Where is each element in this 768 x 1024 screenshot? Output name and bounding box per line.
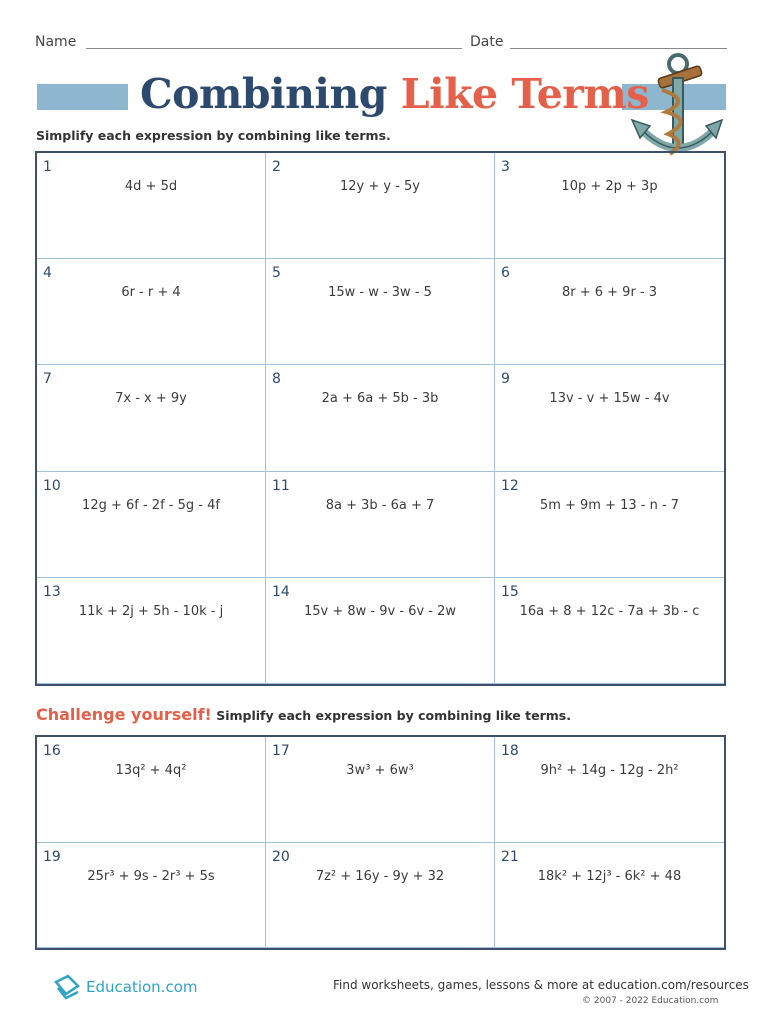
problem-cell[interactable] (37, 153, 266, 259)
problem-cell[interactable] (495, 259, 724, 365)
problem-expression: 13q² + 4q² (115, 763, 187, 778)
problem-expression: 8r + 6 + 9r - 3 (561, 285, 658, 301)
problem-cell[interactable] (266, 259, 495, 365)
problem-number: 1 (43, 159, 52, 175)
instructions: Simplify each expression by combining like terms. (36, 128, 391, 143)
logo-text: Education.com (86, 978, 198, 996)
problem-expression: 8a + 3b - 6a + 7 (325, 497, 435, 513)
problem-expression: 11k + 2j + 5h - 10k - j (78, 603, 224, 619)
problem-cell[interactable] (266, 843, 495, 949)
title-part-1: Combining (140, 70, 387, 118)
problem-number: 14 (272, 583, 290, 600)
education-logo[interactable] (52, 972, 197, 1002)
problem-number: 17 (272, 743, 290, 759)
name-line[interactable] (86, 48, 462, 49)
problem-number: 8 (272, 371, 281, 388)
problem-cell[interactable] (266, 737, 495, 843)
problem-expression: 9h² + 14g - 12g - 2h² (540, 763, 679, 778)
problem-number: 19 (43, 848, 61, 865)
problem-number: 2 (272, 159, 281, 175)
title-bar-left (37, 84, 128, 110)
problem-expression: 18k² + 12j³ - 6k² + 48 (537, 868, 682, 884)
problem-cell[interactable] (266, 365, 495, 471)
problem-number: 16 (43, 743, 61, 759)
problem-number: 15 (501, 583, 519, 600)
problem-number: 20 (272, 848, 290, 865)
problem-expression: 5m + 9m + 13 - n - 7 (539, 497, 680, 513)
page-title (140, 70, 649, 118)
problem-cell[interactable] (37, 365, 266, 471)
name-label: Name (35, 34, 77, 50)
problem-number: 18 (501, 743, 519, 759)
problem-number: 11 (272, 477, 290, 494)
problem-expression: 4d + 5d (124, 179, 178, 194)
problem-grid (35, 151, 726, 686)
challenge-header (36, 705, 571, 724)
problem-number: 10 (43, 477, 61, 494)
problem-expression: 12y + y - 5y (339, 179, 420, 194)
problem-cell[interactable] (266, 578, 495, 684)
problem-cell[interactable] (495, 472, 724, 578)
problem-expression: 2a + 6a + 5b - 3b (321, 391, 439, 407)
problem-cell[interactable] (495, 365, 724, 471)
problem-cell[interactable] (266, 472, 495, 578)
problem-expression: 15v + 8w - 9v - 6v - 2w (304, 603, 456, 619)
problem-expression: 6r - r + 4 (121, 285, 181, 301)
education-logo-icon (52, 972, 82, 1002)
problem-cell[interactable] (37, 843, 266, 949)
problem-number: 12 (501, 477, 519, 494)
problem-number: 6 (501, 265, 510, 282)
problem-expression: 7x - x + 9y (115, 391, 187, 407)
problem-expression: 10p + 2p + 3p (561, 179, 658, 194)
footer-tagline: Find worksheets, games, lessons & more at education.com/resources (333, 978, 749, 992)
problem-cell[interactable] (37, 578, 266, 684)
problem-cell[interactable] (37, 737, 266, 843)
problem-cell[interactable] (495, 737, 724, 843)
problem-cell[interactable] (37, 259, 266, 365)
problem-number: 13 (43, 583, 61, 600)
problem-number: 7 (43, 371, 52, 388)
date-label: Date (470, 34, 504, 50)
problem-cell[interactable] (495, 153, 724, 259)
challenge-heading: Challenge yourself! (36, 705, 212, 724)
footer-copyright: © 2007 - 2022 Education.com (582, 996, 719, 1006)
problem-expression: 15w - w - 3w - 5 (328, 285, 432, 301)
problem-expression: 13v - v + 15w - 4v (549, 391, 670, 407)
problem-number: 5 (272, 265, 281, 282)
problem-number: 9 (501, 371, 510, 388)
problem-number: 4 (43, 265, 52, 282)
problem-expression: 25r³ + 9s - 2r³ + 5s (87, 868, 215, 884)
date-line[interactable] (510, 48, 727, 49)
title-part-2: Like Terms (400, 70, 649, 118)
problem-expression: 16a + 8 + 12c - 7a + 3b - c (519, 603, 700, 619)
problem-expression: 12g + 6f - 2f - 5g - 4f (82, 497, 220, 513)
problem-expression: 7z² + 16y - 9y + 32 (315, 868, 445, 884)
problem-number: 3 (501, 159, 510, 175)
challenge-grid (35, 735, 726, 950)
problem-cell[interactable] (266, 153, 495, 259)
problem-expression: 3w³ + 6w³ (346, 763, 414, 778)
problem-cell[interactable] (37, 472, 266, 578)
challenge-instructions: Simplify each expression by combining like terms. (216, 708, 571, 723)
problem-cell[interactable] (495, 578, 724, 684)
problem-cell[interactable] (495, 843, 724, 949)
problem-number: 21 (501, 848, 519, 865)
